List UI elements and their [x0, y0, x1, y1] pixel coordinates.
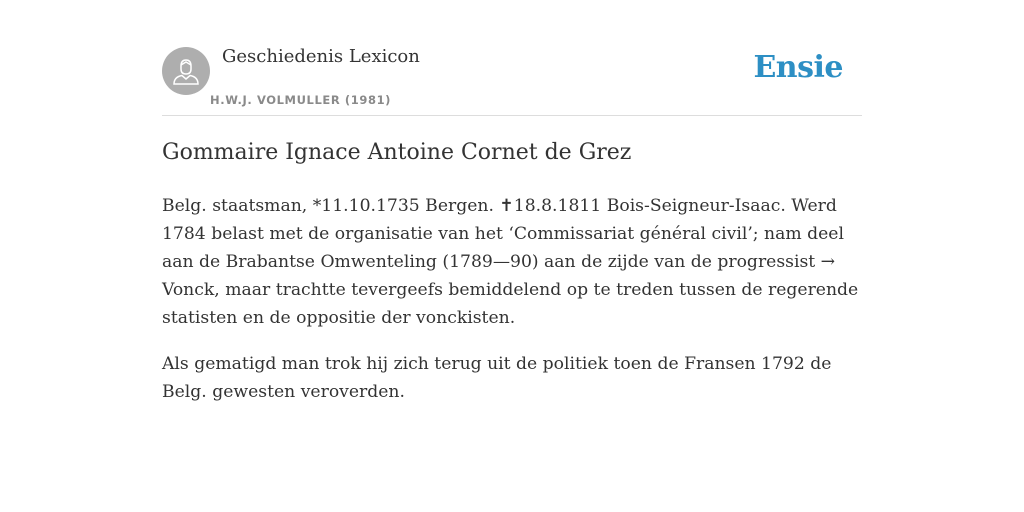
entry-paragraph: Belg. staatsman, *11.10.1735 Bergen. ✝18.8.1811 Bois-Seigneur-Isaac. Werd 1784 belast met de organisatie van het ‘Commissariat général civil’; nam deel aan de Brabantse Omwenteling (1789—90) aan de zijde van de progressist → Vonck, maar trachtte tevergeefs bemiddelend op te treden tussen de regerende statisten en de oppositie der vonckisten. — [162, 196, 859, 328]
source-author[interactable]: H.W.J. VOLMULLER (1981) — [210, 93, 392, 107]
page-container — [162, 0, 862, 402]
brand-logo[interactable]: Ensie — [753, 50, 843, 85]
user-silhouette-icon — [171, 56, 201, 86]
source-title[interactable]: Geschiedenis Lexicon — [222, 46, 420, 67]
entry-paragraph: Als gematigd man trok hij zich terug uit de politiek toen de Fransen 1792 de Belg. gewesten veroverden. — [162, 354, 832, 402]
page-title: Gommaire Ignace Antoine Cornet de Grez — [162, 140, 632, 165]
entry-content — [162, 192, 862, 424]
avatar[interactable] — [162, 47, 210, 95]
source-header — [162, 0, 862, 116]
